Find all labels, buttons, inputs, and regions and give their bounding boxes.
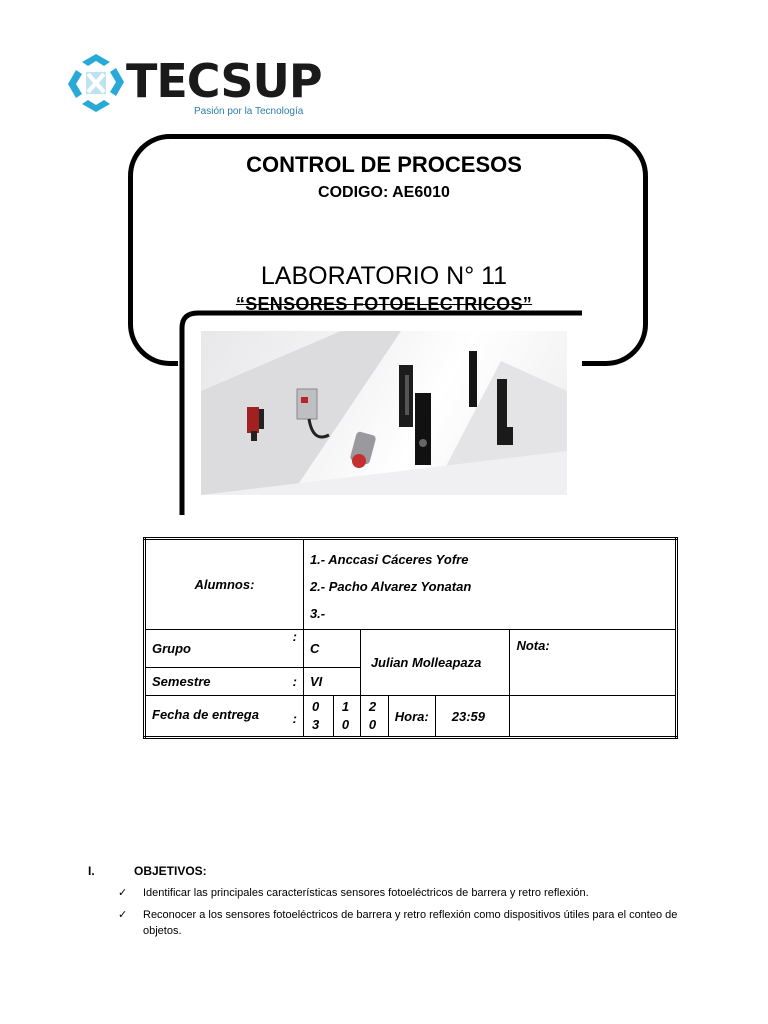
fecha-label: Fecha de entrega (152, 706, 259, 722)
course-code: CODIGO: AE6010 (318, 184, 450, 201)
alumnos-label: Alumnos: (145, 539, 304, 630)
list-item (118, 885, 698, 901)
fecha-year: 2 0 (360, 696, 388, 738)
semestre-label: Semestre (152, 674, 211, 689)
grupo-cell (145, 630, 304, 668)
fecha-month: 1 0 (333, 696, 360, 738)
hora-cell (388, 696, 510, 738)
student-info-table (143, 537, 678, 739)
fecha-cell (145, 696, 304, 738)
alumnos-list (303, 539, 676, 630)
grupo-value: C (303, 630, 360, 668)
fecha-day: 0 3 (303, 696, 333, 738)
semestre-value: VI (303, 668, 360, 696)
section-number: I. (88, 864, 95, 878)
profesor-value: Julian Molleapaza (360, 630, 510, 696)
objectives-list (118, 885, 698, 945)
alumno-1: 1.- Anccasi Cáceres Yofre (309, 552, 469, 567)
hora-label: Hora: (389, 696, 436, 736)
grupo-label: Grupo (152, 641, 191, 656)
lab-subtitle: “SENSORES FOTOELECTRICOS” (235, 294, 533, 314)
semestre-colon: : (292, 674, 297, 689)
logo-tagline: Pasión por la Tecnología (194, 106, 304, 117)
check-icon: ✓ (118, 887, 128, 899)
objective-2: Reconocer a los sensores fotoeléctricos de barrera y retro reflexión como dispositivos útiles para el conteo de objetos. (143, 909, 678, 937)
nota-label: Nota: (510, 630, 677, 696)
grupo-colon: : (292, 629, 297, 644)
alumno-2: 2.- Pacho Alvarez Yonatan (309, 579, 472, 594)
section-heading (88, 864, 207, 878)
hora-value: 23:59 (451, 708, 486, 724)
check-icon: ✓ (118, 909, 128, 921)
tecsup-logo-icon (66, 52, 126, 114)
tecsup-logo (66, 52, 326, 124)
objective-1: Identificar las principales características sensores fotoeléctricos de barrera y retro reflexión. (143, 887, 589, 899)
sensors-photo (201, 331, 567, 495)
section-title: OBJETIVOS: (134, 864, 207, 878)
list-item (118, 907, 698, 939)
course-title: CONTROL DE PROCESOS (246, 152, 522, 177)
logo-wordmark: TECSUP (126, 54, 322, 108)
empty-cell (510, 696, 677, 738)
fecha-colon: : (292, 710, 297, 726)
alumno-3: 3.- (309, 606, 326, 621)
semestre-cell (145, 668, 304, 696)
lab-title: LABORATORIO N° 11 (260, 262, 508, 290)
